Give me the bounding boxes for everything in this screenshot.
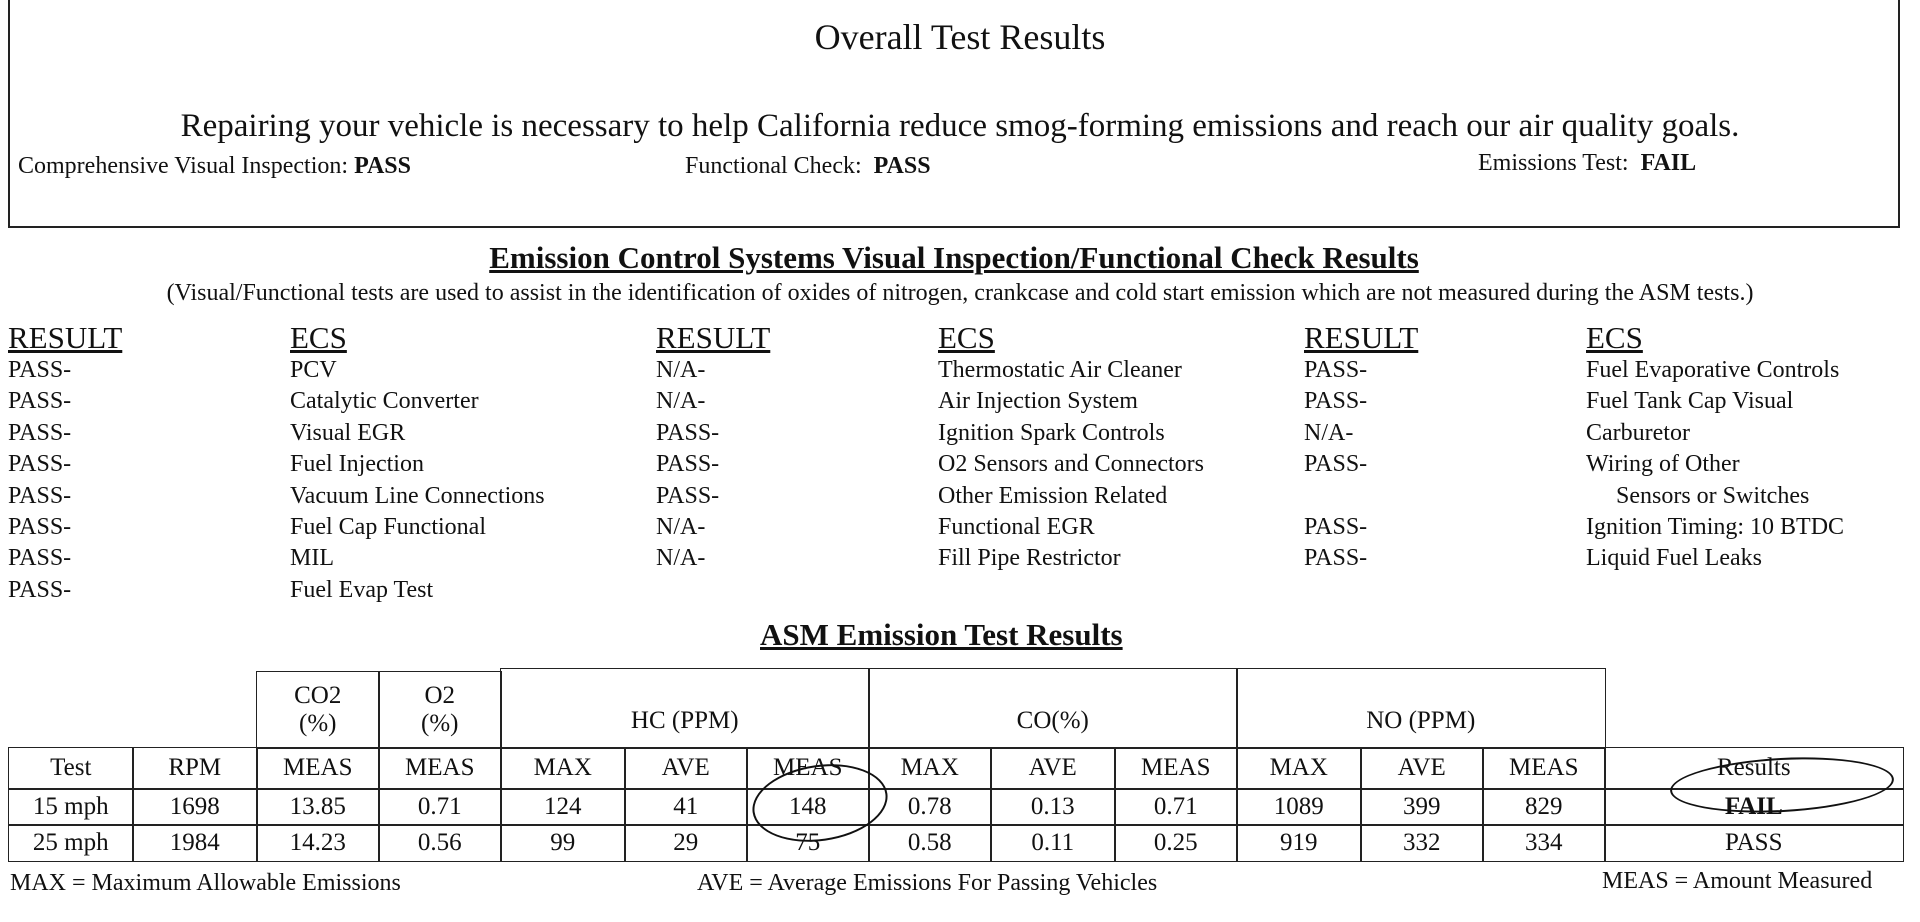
ecs-item-name: Thermostatic Air Cleaner	[938, 357, 1182, 383]
functional-check-status	[685, 153, 931, 180]
header-co-text: CO(%)	[1016, 707, 1089, 735]
column-header-text: MAX	[533, 754, 592, 782]
ecs-item-name: Carburetor	[1586, 419, 1690, 446]
column-header	[256, 747, 380, 790]
emissions-test-label: Emissions Test:	[1478, 150, 1629, 176]
ecs-result-value: PASS-	[8, 514, 72, 540]
ecs-result-value: PASS-	[656, 482, 720, 509]
column-header	[500, 747, 626, 790]
functional-check-label: Functional Check:	[685, 153, 862, 179]
table-cell-text: 0.25	[1153, 828, 1198, 856]
ecs-result-value: PASS-	[1304, 388, 1368, 415]
table-cell	[500, 788, 626, 826]
ecs-item-name: O2 Sensors and Connectors	[938, 451, 1204, 478]
ecs-item-name: Vacuum Line Connections	[290, 482, 545, 509]
ecs-result-value: PASS-	[1304, 451, 1368, 478]
ecs-item-name: Catalytic Converter	[290, 388, 479, 415]
ecs-item-name: Other Emission Related	[938, 482, 1168, 509]
column-header-text: MEAS	[1141, 754, 1211, 782]
table-cell-text: 0.78	[907, 792, 952, 820]
table-cell	[1482, 788, 1606, 826]
table-cell-text: 1089	[1273, 792, 1324, 820]
table-cell-text: 14.23	[289, 828, 346, 856]
ecs-result-value: N/A-	[1304, 419, 1354, 446]
ecs-item-name: Fuel Evaporative Controls	[1586, 357, 1840, 383]
table-cell-text: 1984	[169, 828, 220, 856]
legend-max: MAX = Maximum Allowable Emissions	[10, 870, 401, 896]
ecs-result-value: PASS-	[8, 419, 72, 446]
ecs-result-value: PASS-	[8, 388, 72, 415]
column-header-text: MEAS	[773, 754, 843, 782]
table-cell	[990, 788, 1116, 826]
column-header-text: AVE	[1028, 754, 1077, 782]
ecs-result-value: N/A-	[656, 514, 706, 540]
ecs-result-value: PASS-	[8, 482, 72, 509]
overall-title: Overall Test Results	[814, 17, 1106, 57]
table-cell	[1114, 788, 1238, 826]
ecs-item-name: Fuel Tank Cap Visual	[1586, 388, 1794, 415]
ecs-section-title: Emission Control Systems Visual Inspection/Functional Check Results	[489, 240, 1419, 275]
table-cell	[1360, 788, 1484, 826]
table-cell	[624, 788, 748, 826]
ecs-result-value: PASS-	[656, 419, 720, 446]
ecs-item-name: Liquid Fuel Leaks	[1586, 545, 1762, 572]
emissions-test-status	[1478, 150, 1696, 177]
table-cell-text: 15 mph	[32, 792, 109, 820]
column-header-text: AVE	[661, 754, 710, 782]
column-header	[624, 747, 748, 790]
table-cell-text: 399	[1403, 792, 1441, 820]
header-hc-text: HC (PPM)	[630, 707, 739, 735]
ecs-result-value: PASS-	[8, 576, 72, 603]
ecs-item-name: Sensors or Switches	[1616, 482, 1810, 509]
ecs-item-name: Ignition Timing: 10 BTDC	[1586, 514, 1845, 540]
table-cell	[8, 788, 134, 826]
header-o2	[378, 671, 502, 749]
column-header-text: Results	[1716, 754, 1791, 782]
legend-ave: AVE = Average Emissions For Passing Vehicles	[697, 870, 1158, 896]
column-header-text: MEAS	[405, 754, 475, 782]
column-header-text: Test	[50, 754, 92, 782]
table-cell-text: 29	[673, 828, 699, 856]
functional-check-value: PASS	[873, 153, 931, 179]
table-cell	[132, 788, 258, 826]
overall-message: Repairing your vehicle is necessary to help California reduce smog-forming emissions and reach our air quality goals.	[180, 108, 1740, 144]
ecs-result-header: RESULT	[656, 320, 771, 355]
table-cell-text: 41	[673, 792, 699, 820]
ecs-item-name: Fuel Injection	[290, 451, 424, 478]
ecs-result-value: PASS-	[8, 451, 72, 478]
ecs-result-header: RESULT	[8, 320, 123, 355]
ecs-result-value: PASS-	[656, 451, 720, 478]
table-cell-text: 829	[1525, 792, 1563, 820]
ecs-result-value: PASS-	[8, 545, 72, 572]
table-cell-text: 919	[1280, 828, 1318, 856]
table-cell-text: 0.11	[1031, 828, 1075, 856]
ecs-item-name: PCV	[290, 357, 337, 383]
table-cell-text: 13.85	[289, 792, 346, 820]
ecs-result-value: N/A-	[656, 545, 706, 572]
ecs-result-value: N/A-	[656, 357, 706, 383]
column-header-text: MEAS	[1509, 754, 1579, 782]
table-cell	[990, 824, 1116, 862]
table-cell	[132, 824, 258, 862]
ecs-item-name: Functional EGR	[938, 514, 1095, 540]
column-header-text: MAX	[1269, 754, 1328, 782]
ecs-result-value: PASS-	[8, 357, 72, 383]
column-header	[132, 747, 258, 790]
column-header	[1360, 747, 1484, 790]
header-o2-text: O2 (%)	[421, 681, 459, 737]
column-header	[868, 747, 992, 790]
table-cell	[1236, 788, 1362, 826]
header-co2	[256, 671, 380, 749]
column-header-text: MEAS	[283, 754, 353, 782]
column-header	[1236, 747, 1362, 790]
ecs-result-value: PASS-	[1304, 514, 1368, 540]
table-cell-text: FAIL	[1724, 792, 1783, 820]
column-header-text: MAX	[900, 754, 959, 782]
table-cell	[868, 824, 992, 862]
header-co2-text: CO2 (%)	[294, 681, 342, 737]
column-header-text: AVE	[1397, 754, 1446, 782]
table-cell	[1604, 824, 1904, 862]
column-header	[8, 747, 134, 790]
ecs-item-name: Visual EGR	[290, 419, 406, 446]
table-cell-text: 334	[1525, 828, 1563, 856]
ecs-result-value: N/A-	[656, 388, 706, 415]
ecs-result-header: RESULT	[1304, 320, 1419, 355]
ecs-item-name: Wiring of Other	[1586, 451, 1740, 478]
ecs-item-header: ECS	[938, 320, 995, 355]
table-cell	[1482, 824, 1606, 862]
ecs-item-name: Fuel Evap Test	[290, 576, 434, 603]
visual-inspection-value: PASS	[354, 153, 411, 179]
header-no-text: NO (PPM)	[1366, 707, 1476, 735]
header-hc	[500, 668, 870, 749]
visual-inspection-status	[18, 153, 411, 180]
table-cell-text: 99	[550, 828, 576, 856]
table-cell-text: PASS	[1725, 828, 1783, 856]
ecs-item-name: Fuel Cap Functional	[290, 514, 486, 540]
table-cell	[256, 788, 380, 826]
ecs-item-name: Fill Pipe Restrictor	[938, 545, 1121, 572]
ecs-item-header: ECS	[1586, 320, 1643, 355]
table-cell-text: 0.71	[417, 792, 462, 820]
table-cell	[1236, 824, 1362, 862]
table-cell-text: 1698	[169, 792, 220, 820]
table-cell-text: 0.58	[907, 828, 952, 856]
table-cell-text: 148	[789, 792, 827, 820]
table-cell-text: 0.71	[1153, 792, 1198, 820]
ecs-item-name: Ignition Spark Controls	[938, 419, 1165, 446]
table-cell	[1360, 824, 1484, 862]
visual-inspection-label: Comprehensive Visual Inspection:	[18, 153, 349, 179]
table-cell	[8, 824, 134, 862]
ecs-result-value: PASS-	[1304, 357, 1368, 383]
emissions-test-value: FAIL	[1640, 150, 1697, 176]
column-header	[1482, 747, 1606, 790]
column-header	[378, 747, 502, 790]
asm-section-title: ASM Emission Test Results	[760, 617, 1123, 652]
column-header-text: RPM	[168, 754, 222, 782]
table-cell-text: 0.13	[1030, 792, 1075, 820]
table-cell	[1114, 824, 1238, 862]
table-cell	[256, 824, 380, 862]
table-cell	[378, 788, 502, 826]
column-header	[1114, 747, 1238, 790]
legend-meas: MEAS = Amount Measured	[1602, 868, 1873, 894]
table-cell	[624, 824, 748, 862]
ecs-section-subtitle: (Visual/Functional tests are used to assist in the identification of oxides of nitrogen, crankcase and cold start emission which are not measured during the ASM tests.)	[166, 280, 1754, 306]
ecs-item-name: Air Injection System	[938, 388, 1138, 415]
table-cell-text: 332	[1403, 828, 1441, 856]
table-cell	[378, 824, 502, 862]
table-cell-text: 124	[544, 792, 582, 820]
ecs-item-name: MIL	[290, 545, 334, 572]
table-cell-text: 75	[795, 828, 821, 856]
ecs-item-header: ECS	[290, 320, 347, 355]
column-header	[990, 747, 1116, 790]
header-no	[1236, 668, 1606, 749]
ecs-result-value: PASS-	[1304, 545, 1368, 572]
table-cell	[500, 824, 626, 862]
header-co	[868, 668, 1238, 749]
table-cell-text: 0.56	[417, 828, 462, 856]
table-cell-text: 25 mph	[32, 828, 109, 856]
